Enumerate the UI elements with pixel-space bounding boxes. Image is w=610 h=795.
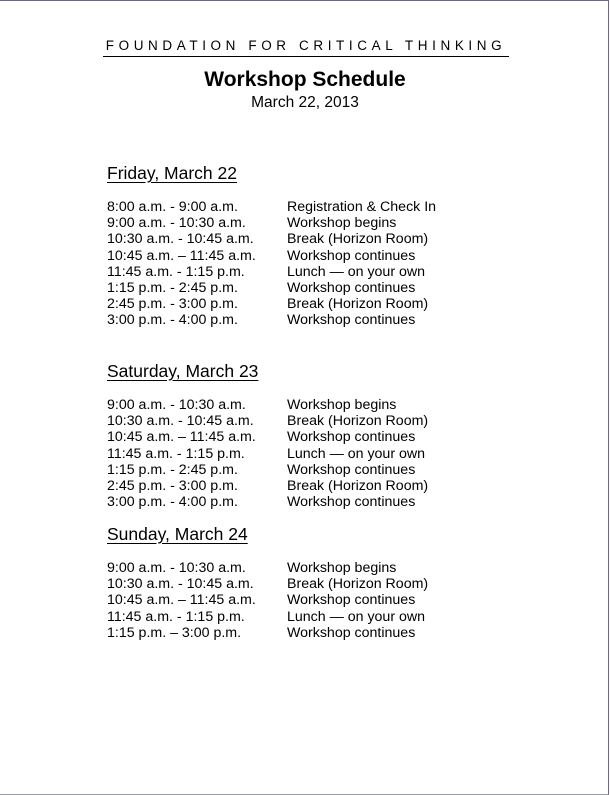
time-range: 3:00 p.m. - 4:00 p.m. — [107, 312, 238, 329]
time-range: 1:15 p.m. - 2:45 p.m. — [107, 461, 238, 478]
activity: Break (Horizon Room) — [287, 477, 429, 494]
activity: Break (Horizon Room) — [287, 413, 429, 430]
schedule-row — [107, 248, 487, 264]
schedule-row — [107, 478, 487, 494]
time-range: 1:15 p.m. – 3:00 p.m. — [107, 624, 242, 641]
activity: Lunch — on your own — [287, 608, 426, 625]
time-range: 10:45 a.m. – 11:45 a.m. — [107, 592, 256, 609]
activity: Break (Horizon Room) — [287, 231, 429, 248]
schedule-row — [107, 280, 487, 296]
day-heading-sunday: Sunday, March 24 — [107, 524, 248, 544]
time-range: 2:45 p.m. - 3:00 p.m. — [107, 296, 238, 313]
schedule-row — [107, 312, 487, 328]
activity: Workshop continues — [287, 592, 416, 609]
activity: Workshop continues — [287, 429, 416, 446]
schedule-row — [107, 592, 487, 608]
activity: Workshop continues — [287, 494, 416, 511]
time-range: 10:45 a.m. – 11:45 a.m. — [107, 429, 256, 446]
schedule-saturday — [107, 397, 487, 510]
schedule-sunday — [107, 560, 487, 641]
schedule-row — [107, 413, 487, 429]
day-heading-friday: Friday, March 22 — [107, 163, 237, 183]
activity: Workshop continues — [287, 279, 416, 296]
schedule-row — [107, 446, 487, 462]
schedule-row — [107, 494, 487, 510]
activity: Break (Horizon Room) — [287, 296, 429, 313]
schedule-friday — [107, 199, 487, 329]
time-range: 10:30 a.m. - 10:45 a.m. — [107, 413, 254, 430]
schedule-row — [107, 215, 487, 231]
activity: Lunch — on your own — [287, 445, 426, 462]
activity: Workshop begins — [287, 397, 397, 413]
schedule-row — [107, 199, 487, 215]
activity: Workshop continues — [287, 624, 416, 641]
time-range: 11:45 a.m. - 1:15 p.m. — [107, 263, 245, 280]
time-range: 3:00 p.m. - 4:00 p.m. — [107, 494, 238, 511]
day-heading-saturday: Saturday, March 23 — [107, 361, 259, 381]
activity: Workshop begins — [287, 560, 397, 576]
organization-name: FOUNDATION FOR CRITICAL THINKING — [103, 38, 509, 57]
schedule-row — [107, 231, 487, 247]
time-range: 2:45 p.m. - 3:00 p.m. — [107, 477, 238, 494]
time-range: 9:00 a.m. - 10:30 a.m. — [107, 215, 246, 232]
schedule-row — [107, 625, 487, 641]
activity: Registration & Check In — [287, 199, 437, 215]
time-range: 11:45 a.m. - 1:15 p.m. — [107, 608, 245, 625]
schedule-row — [107, 296, 487, 312]
activity: Workshop continues — [287, 312, 416, 329]
activity: Workshop begins — [287, 215, 397, 232]
time-range: 9:00 a.m. - 10:30 a.m. — [107, 560, 246, 576]
time-range: 9:00 a.m. - 10:30 a.m. — [107, 397, 246, 413]
activity: Break (Horizon Room) — [287, 576, 429, 593]
document-date: March 22, 2013 — [251, 94, 359, 111]
time-range: 10:30 a.m. - 10:45 a.m. — [107, 231, 254, 248]
schedule-row — [107, 462, 487, 478]
time-range: 10:45 a.m. – 11:45 a.m. — [107, 247, 256, 264]
time-range: 8:00 a.m. - 9:00 a.m. — [107, 199, 238, 215]
schedule-row — [107, 264, 487, 280]
schedule-row — [107, 609, 487, 625]
activity: Lunch — on your own — [287, 263, 426, 280]
time-range: 11:45 a.m. - 1:15 p.m. — [107, 445, 245, 462]
schedule-row — [107, 397, 487, 413]
activity: Workshop continues — [287, 247, 416, 264]
schedule-row — [107, 576, 487, 592]
activity: Workshop continues — [287, 461, 416, 478]
schedule-row — [107, 429, 487, 445]
document-title: Workshop Schedule — [204, 68, 406, 91]
schedule-row — [107, 560, 487, 576]
time-range: 1:15 p.m. - 2:45 p.m. — [107, 279, 238, 296]
time-range: 10:30 a.m. - 10:45 a.m. — [107, 576, 254, 593]
